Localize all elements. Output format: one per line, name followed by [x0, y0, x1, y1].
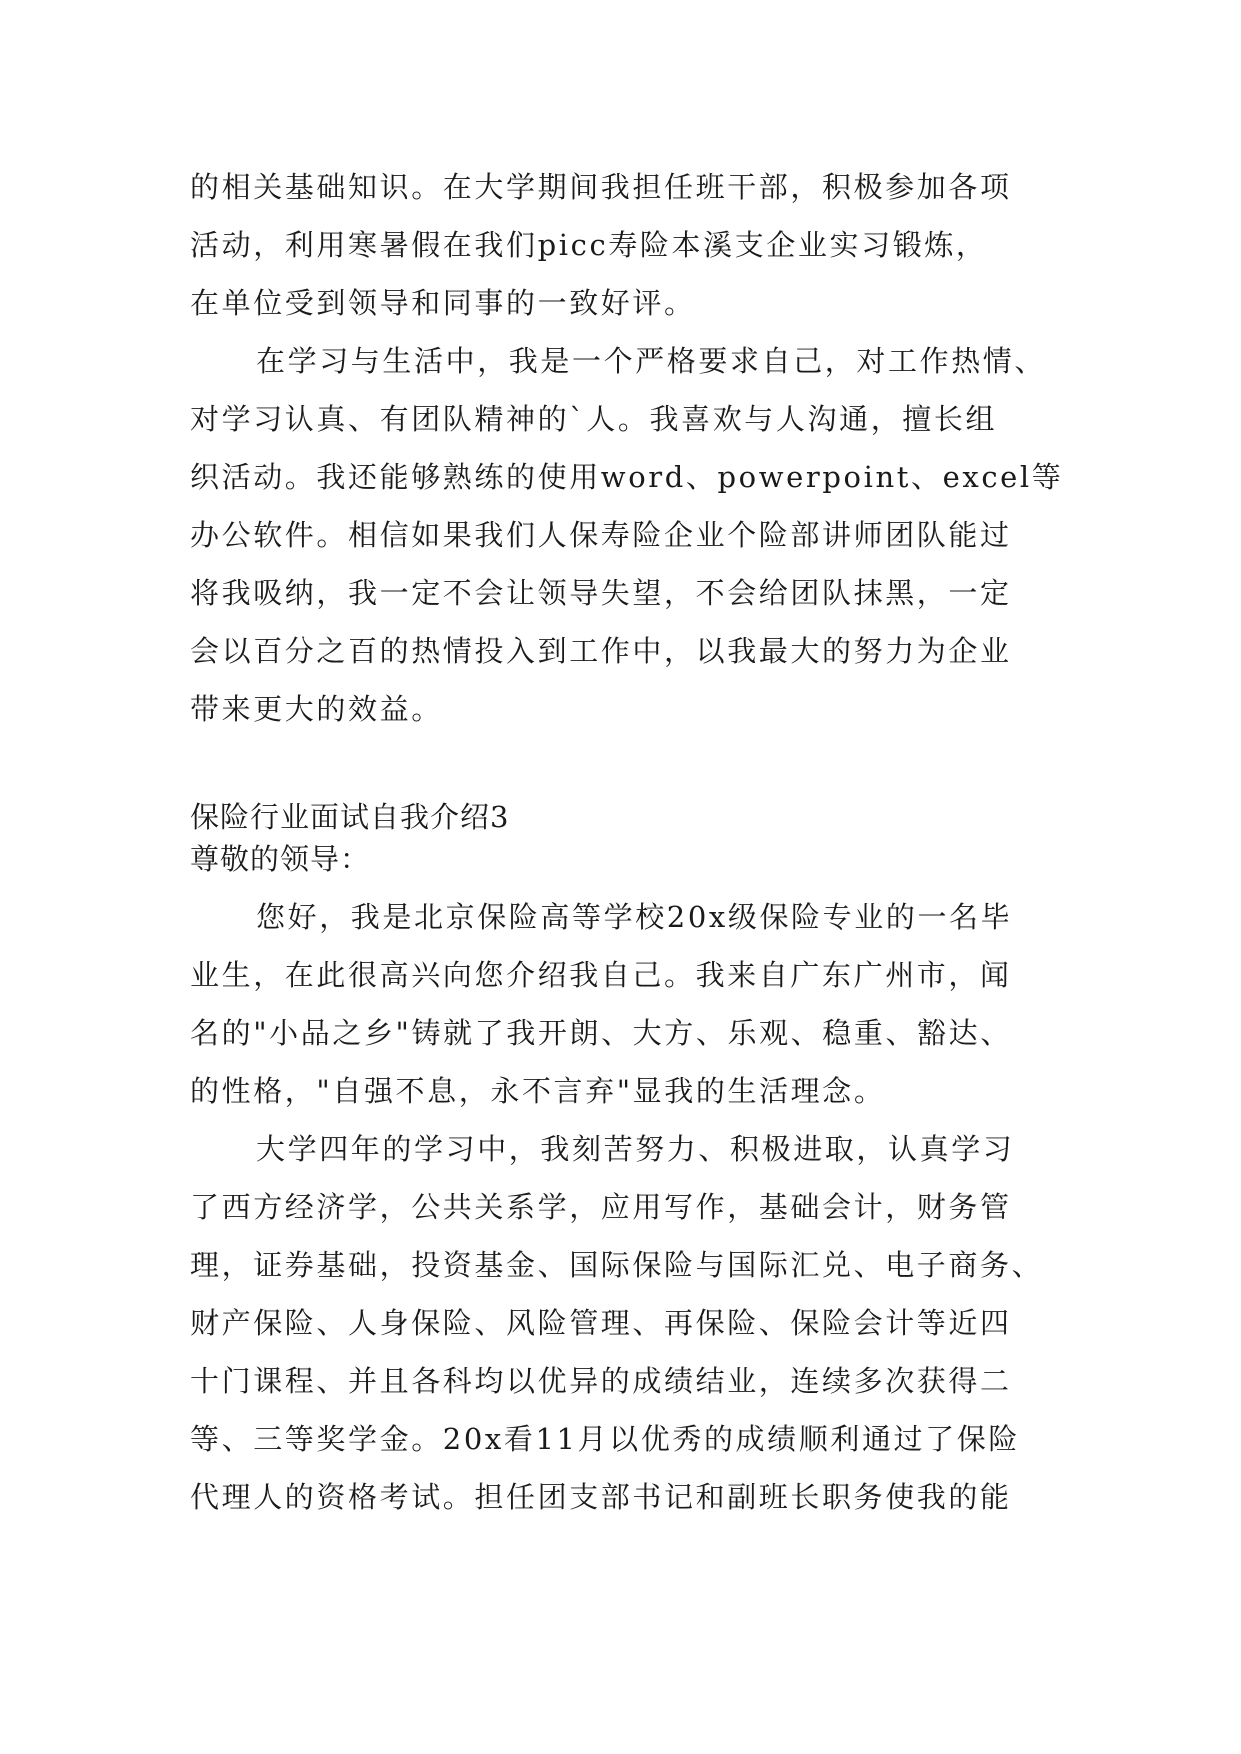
text-line: 等、三等奖学金。20x看11月以优秀的成绩顺利通过了保险 [190, 1422, 1020, 1456]
text-line: 的性格，"自强不息，永不言弃"显我的生活理念。 [190, 1074, 886, 1108]
text-line: 会以百分之百的热情投入到工作中，以我最大的努力为企业 [190, 634, 1012, 668]
text-line: 大学四年的学习中，我刻苦努力、积极进取，认真学习 [256, 1132, 1015, 1166]
document-body [190, 158, 1064, 1526]
text-line: 在学习与生活中，我是一个严格要求自己，对工作热情、 [256, 344, 1047, 378]
text-line: 将我吸纳，我一定不会让领导失望，不会给团队抹黑，一定 [190, 576, 1012, 610]
text-line: 办公软件。相信如果我们人保寿险企业个险部讲师团队能过 [190, 518, 1012, 552]
paragraph-greeting [190, 888, 1060, 1120]
text-line: 的相关基础知识。在大学期间我担任班干部，积极参加各项 [190, 170, 1012, 204]
section-title: 保险行业面试自我介绍3 [190, 800, 510, 834]
text-line: 带来更大的效益。 [190, 692, 443, 726]
section-spacer [190, 738, 1060, 796]
text-line: 业生，在此很高兴向您介绍我自己。我来自广东广州市，闻 [190, 958, 1012, 992]
text-line: 您好，我是北京保险高等学校20x级保险专业的一名毕 [256, 900, 1013, 934]
paragraph-continued [190, 158, 1060, 332]
text-line: 财产保险、人身保险、风险管理、再保险、保险会计等近四 [190, 1306, 1012, 1340]
text-line: 对学习认真、有团队精神的`人。我喜欢与人沟通，擅长组 [190, 402, 998, 436]
text-line: 十门课程、并且各科均以优异的成绩结业，连续多次获得二 [190, 1364, 1012, 1398]
text-line: 名的"小品之乡"铸就了我开朗、大方、乐观、稳重、豁达、 [190, 1016, 1012, 1050]
salutation: 尊敬的领导： [190, 842, 371, 876]
text-line: 理，证券基础，投资基金、国际保险与国际汇兑、电子商务、 [190, 1248, 1044, 1282]
text-line: 在单位受到领导和同事的一致好评。 [190, 286, 696, 320]
paragraph-university-study [190, 1120, 1060, 1526]
text-line: 了西方经济学，公共关系学，应用写作，基础会计，财务管 [190, 1190, 1012, 1224]
paragraph-study-life [190, 332, 1064, 738]
text-line: 活动，利用寒暑假在我们picc寿险本溪支企业实习锻炼， [190, 228, 988, 262]
text-line: 织活动。我还能够熟练的使用word、powerpoint、excel等 [190, 460, 1064, 494]
text-line: 代理人的资格考试。担任团支部书记和副班长职务使我的能 [190, 1480, 1012, 1514]
